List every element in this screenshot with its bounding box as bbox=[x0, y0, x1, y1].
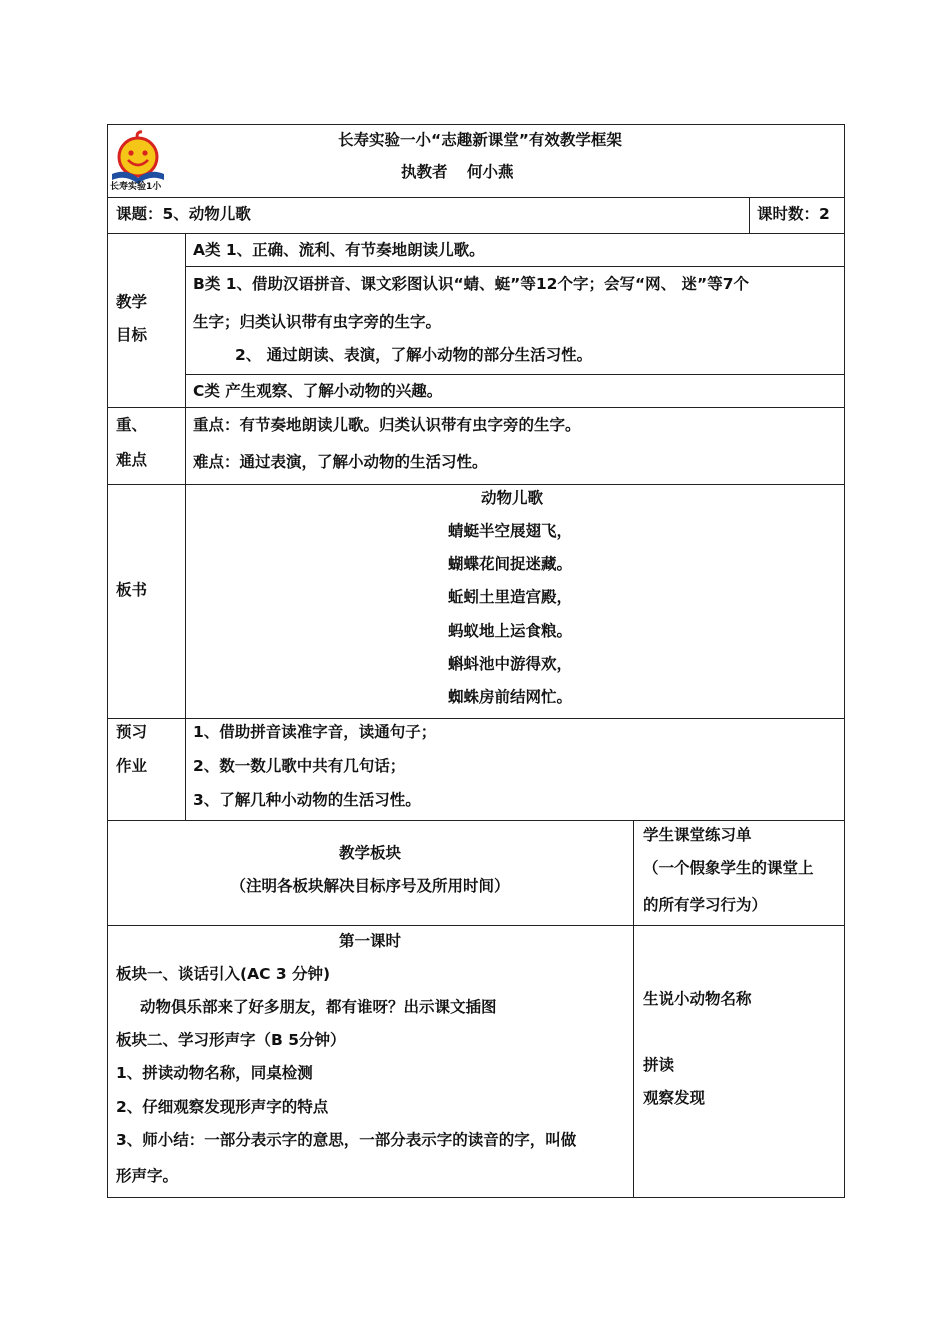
row-divider-goals bbox=[107, 407, 845, 408]
row-divider-keypoints bbox=[107, 484, 845, 485]
lesson-line: 板块二、学习形声字（B 5分钟） bbox=[116, 1031, 346, 1049]
goal-b-line2: 生字；归类认识带有虫字旁的生字。 bbox=[193, 313, 442, 331]
teacher-name: 何小燕 bbox=[467, 163, 514, 181]
row-divider-board bbox=[107, 718, 845, 719]
label-column-divider bbox=[185, 233, 186, 821]
keypoints-label-line1: 重、 bbox=[116, 416, 148, 434]
goals-label-line1: 教学 bbox=[116, 293, 148, 311]
student-activity: 观察发现 bbox=[643, 1089, 706, 1107]
student-sheet-title: 学生课堂练习单 bbox=[643, 826, 752, 844]
lesson-line: 动物俱乐部来了好多朋友，都有谁呀？出示课文插图 bbox=[140, 998, 497, 1016]
logo-caption: 长寿实验1小 bbox=[110, 182, 162, 192]
board-label: 板书 bbox=[116, 581, 148, 599]
board-line: 蚂蚁地上运食粮。 bbox=[448, 622, 573, 640]
document-title: 长寿实验一小“志趣新课堂”有效教学框架 bbox=[338, 131, 622, 149]
student-activity: 拼读 bbox=[643, 1056, 675, 1074]
homework-label-line1: 预习 bbox=[116, 723, 148, 741]
table-border-left bbox=[107, 124, 108, 1198]
key-point: 重点：有节奏地朗读儿歌。归类认识带有虫字旁的生字。 bbox=[193, 416, 581, 434]
board-line: 蝌蚪池中游得欢， bbox=[448, 655, 573, 673]
difficult-point: 难点：通过表演，了解小动物的生活习性。 bbox=[193, 453, 488, 471]
homework-label-line2: 作业 bbox=[116, 757, 148, 775]
first-lesson-title: 第一课时 bbox=[338, 932, 401, 950]
row-divider-header bbox=[107, 197, 845, 198]
goal-c: C类 产生观察、了解小动物的兴趣。 bbox=[193, 382, 443, 400]
row-divider-a bbox=[186, 266, 845, 267]
periods-divider bbox=[749, 197, 750, 234]
table-border-bottom bbox=[107, 1197, 845, 1198]
board-title: 动物儿歌 bbox=[481, 489, 544, 507]
lesson-line: 形声字。 bbox=[116, 1167, 179, 1185]
table-border-right bbox=[844, 124, 845, 1198]
board-line: 蜘蛛房前结网忙。 bbox=[448, 688, 573, 706]
homework-item: 2、数一数儿歌中共有几句话； bbox=[193, 757, 406, 775]
section-title: 教学板块 bbox=[338, 844, 401, 862]
row-divider-topic bbox=[107, 233, 845, 234]
student-column-divider bbox=[633, 820, 634, 1198]
goals-label-line2: 目标 bbox=[116, 326, 148, 344]
row-divider-homework bbox=[107, 820, 845, 821]
board-line: 蚯蚓土里造宫殿， bbox=[448, 588, 573, 606]
homework-item: 1、借助拼音读准字音，读通句子； bbox=[193, 723, 437, 741]
teacher-label: 执教者 bbox=[401, 163, 448, 181]
student-sheet-note-line2: 的所有学习行为） bbox=[643, 896, 768, 914]
lesson-line: 2、仔细观察发现形声字的特点 bbox=[116, 1098, 329, 1116]
lesson-periods: 课时数：2 bbox=[757, 205, 830, 223]
board-line: 蝴蝶花间捉迷藏。 bbox=[448, 555, 573, 573]
student-activity: 生说小动物名称 bbox=[643, 990, 752, 1008]
row-divider-b bbox=[186, 374, 845, 375]
keypoints-label-line2: 难点 bbox=[116, 451, 148, 469]
goal-b-line1: B类 1、借助汉语拼音、课文彩图认识“蜻、蜓”等12个字；会写“网、 迷”等7个 bbox=[193, 275, 749, 293]
lesson-topic: 课题：5、动物儿歌 bbox=[116, 205, 251, 223]
student-sheet-note-line1: （一个假象学生的课堂上 bbox=[643, 859, 814, 877]
row-divider-section bbox=[107, 925, 845, 926]
lesson-line: 1、拼读动物名称，同桌检测 bbox=[116, 1064, 313, 1082]
goal-a: A类 1、正确、流利、有节奏地朗读儿歌。 bbox=[193, 241, 485, 259]
homework-item: 3、了解几种小动物的生活习性。 bbox=[193, 791, 421, 809]
goal-b-line3: 2、 通过朗读、表演，了解小动物的部分生活习性。 bbox=[235, 346, 593, 364]
board-line: 蜻蜓半空展翅飞， bbox=[448, 522, 573, 540]
table-border-top bbox=[107, 124, 845, 125]
section-note: （注明各板块解决目标序号及所用时间） bbox=[230, 877, 510, 895]
lesson-line: 3、师小结：一部分表示字的意思，一部分表示字的读音的字，叫做 bbox=[116, 1131, 577, 1149]
lesson-line: 板块一、谈话引入(AC 3 分钟) bbox=[116, 965, 331, 983]
